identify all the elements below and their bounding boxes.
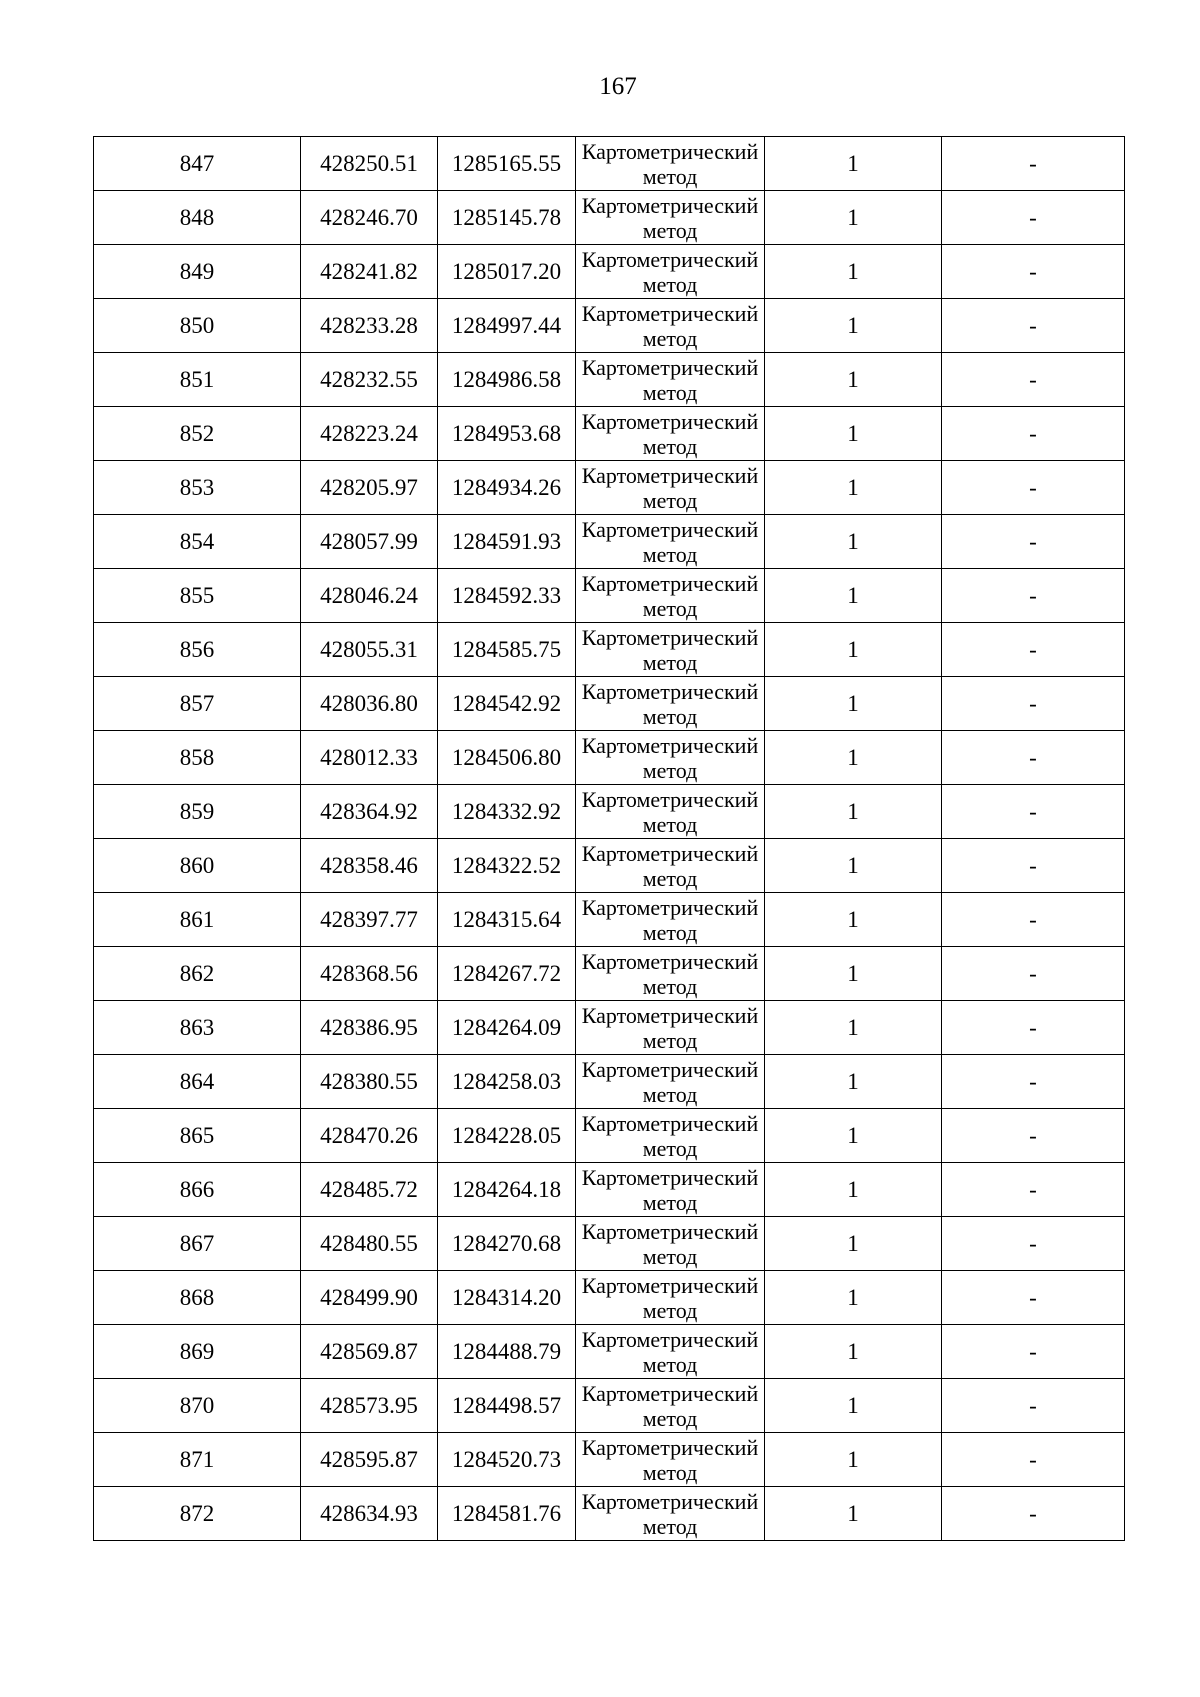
method-text: Картометрический метод — [581, 625, 759, 675]
x-coordinate-cell: 428595.87 — [301, 1433, 438, 1487]
method-cell — [576, 947, 765, 1001]
table-row — [94, 677, 1125, 731]
method-cell — [576, 1379, 765, 1433]
method-cell — [576, 1163, 765, 1217]
point-number-cell: 872 — [94, 1487, 301, 1541]
point-number-cell: 852 — [94, 407, 301, 461]
table-row — [94, 137, 1125, 191]
point-number-cell: 847 — [94, 137, 301, 191]
note-cell: - — [942, 1109, 1125, 1163]
point-number-cell: 862 — [94, 947, 301, 1001]
x-coordinate-cell: 428241.82 — [301, 245, 438, 299]
x-coordinate-cell: 428223.24 — [301, 407, 438, 461]
point-number-cell: 854 — [94, 515, 301, 569]
y-coordinate-cell: 1284591.93 — [438, 515, 576, 569]
table-row — [94, 947, 1125, 1001]
point-number-cell: 849 — [94, 245, 301, 299]
y-coordinate-cell: 1284986.58 — [438, 353, 576, 407]
table-row — [94, 245, 1125, 299]
accuracy-cell: 1 — [765, 1379, 942, 1433]
method-cell — [576, 1055, 765, 1109]
x-coordinate-cell: 428046.24 — [301, 569, 438, 623]
y-coordinate-cell: 1284498.57 — [438, 1379, 576, 1433]
method-text: Картометрический метод — [581, 1219, 759, 1269]
method-text: Картометрический метод — [581, 679, 759, 729]
y-coordinate-cell: 1285017.20 — [438, 245, 576, 299]
accuracy-cell: 1 — [765, 623, 942, 677]
table-row — [94, 1163, 1125, 1217]
note-cell: - — [942, 947, 1125, 1001]
table-row — [94, 1001, 1125, 1055]
x-coordinate-cell: 428205.97 — [301, 461, 438, 515]
x-coordinate-cell: 428036.80 — [301, 677, 438, 731]
method-text: Картометрический метод — [581, 1435, 759, 1485]
table-row — [94, 731, 1125, 785]
accuracy-cell: 1 — [765, 1055, 942, 1109]
method-cell — [576, 407, 765, 461]
x-coordinate-cell: 428499.90 — [301, 1271, 438, 1325]
x-coordinate-cell: 428233.28 — [301, 299, 438, 353]
point-number-cell: 863 — [94, 1001, 301, 1055]
method-text: Картометрический метод — [581, 733, 759, 783]
accuracy-cell: 1 — [765, 1487, 942, 1541]
accuracy-cell: 1 — [765, 299, 942, 353]
method-text: Картометрический метод — [581, 193, 759, 243]
point-number-cell: 851 — [94, 353, 301, 407]
y-coordinate-cell: 1284314.20 — [438, 1271, 576, 1325]
point-number-cell: 861 — [94, 893, 301, 947]
table-row — [94, 461, 1125, 515]
point-number-cell: 870 — [94, 1379, 301, 1433]
method-text: Картометрический метод — [581, 1111, 759, 1161]
y-coordinate-cell: 1284542.92 — [438, 677, 576, 731]
x-coordinate-cell: 428055.31 — [301, 623, 438, 677]
table-row — [94, 515, 1125, 569]
y-coordinate-cell: 1284228.05 — [438, 1109, 576, 1163]
accuracy-cell: 1 — [765, 839, 942, 893]
page-number: 167 — [599, 73, 637, 100]
method-cell — [576, 461, 765, 515]
note-cell: - — [942, 137, 1125, 191]
y-coordinate-cell: 1284581.76 — [438, 1487, 576, 1541]
method-text: Картометрический метод — [581, 463, 759, 513]
method-cell — [576, 623, 765, 677]
coordinates-table — [93, 136, 1125, 1541]
x-coordinate-cell: 428358.46 — [301, 839, 438, 893]
note-cell: - — [942, 407, 1125, 461]
method-cell — [576, 191, 765, 245]
note-cell: - — [942, 1271, 1125, 1325]
accuracy-cell: 1 — [765, 1109, 942, 1163]
point-number-cell: 859 — [94, 785, 301, 839]
y-coordinate-cell: 1284592.33 — [438, 569, 576, 623]
point-number-cell: 868 — [94, 1271, 301, 1325]
table-row — [94, 1325, 1125, 1379]
point-number-cell: 871 — [94, 1433, 301, 1487]
x-coordinate-cell: 428634.93 — [301, 1487, 438, 1541]
method-text: Картометрический метод — [581, 247, 759, 297]
x-coordinate-cell: 428250.51 — [301, 137, 438, 191]
method-text: Картометрический метод — [581, 895, 759, 945]
point-number-cell: 850 — [94, 299, 301, 353]
note-cell: - — [942, 1217, 1125, 1271]
method-text: Картометрический метод — [581, 1327, 759, 1377]
y-coordinate-cell: 1284264.09 — [438, 1001, 576, 1055]
table-row — [94, 407, 1125, 461]
point-number-cell: 857 — [94, 677, 301, 731]
method-cell — [576, 1001, 765, 1055]
table-row — [94, 893, 1125, 947]
x-coordinate-cell: 428573.95 — [301, 1379, 438, 1433]
table-row — [94, 1379, 1125, 1433]
point-number-cell: 855 — [94, 569, 301, 623]
table-row — [94, 623, 1125, 677]
note-cell: - — [942, 1325, 1125, 1379]
table-row — [94, 191, 1125, 245]
method-text: Картометрический метод — [581, 1381, 759, 1431]
accuracy-cell: 1 — [765, 245, 942, 299]
y-coordinate-cell: 1284953.68 — [438, 407, 576, 461]
method-text: Картометрический метод — [581, 841, 759, 891]
y-coordinate-cell: 1284264.18 — [438, 1163, 576, 1217]
x-coordinate-cell: 428246.70 — [301, 191, 438, 245]
method-cell — [576, 299, 765, 353]
y-coordinate-cell: 1284934.26 — [438, 461, 576, 515]
point-number-cell: 860 — [94, 839, 301, 893]
accuracy-cell: 1 — [765, 1001, 942, 1055]
method-text: Картометрический метод — [581, 949, 759, 999]
note-cell: - — [942, 893, 1125, 947]
x-coordinate-cell: 428470.26 — [301, 1109, 438, 1163]
table-row — [94, 839, 1125, 893]
x-coordinate-cell: 428380.55 — [301, 1055, 438, 1109]
y-coordinate-cell: 1284270.68 — [438, 1217, 576, 1271]
table-row — [94, 1109, 1125, 1163]
coordinates-table-body — [94, 137, 1125, 1541]
point-number-cell: 853 — [94, 461, 301, 515]
x-coordinate-cell: 428232.55 — [301, 353, 438, 407]
note-cell: - — [942, 515, 1125, 569]
note-cell: - — [942, 1487, 1125, 1541]
table-row — [94, 1433, 1125, 1487]
method-cell — [576, 677, 765, 731]
point-number-cell: 869 — [94, 1325, 301, 1379]
method-cell — [576, 1217, 765, 1271]
x-coordinate-cell: 428368.56 — [301, 947, 438, 1001]
point-number-cell: 866 — [94, 1163, 301, 1217]
y-coordinate-cell: 1284520.73 — [438, 1433, 576, 1487]
note-cell: - — [942, 1001, 1125, 1055]
method-cell — [576, 569, 765, 623]
accuracy-cell: 1 — [765, 407, 942, 461]
note-cell: - — [942, 1163, 1125, 1217]
method-cell — [576, 245, 765, 299]
method-cell — [576, 515, 765, 569]
method-cell — [576, 731, 765, 785]
method-cell — [576, 1325, 765, 1379]
method-text: Картометрический метод — [581, 517, 759, 567]
note-cell: - — [942, 461, 1125, 515]
y-coordinate-cell: 1284332.92 — [438, 785, 576, 839]
accuracy-cell: 1 — [765, 569, 942, 623]
x-coordinate-cell: 428364.92 — [301, 785, 438, 839]
y-coordinate-cell: 1284315.64 — [438, 893, 576, 947]
accuracy-cell: 1 — [765, 1433, 942, 1487]
method-cell — [576, 893, 765, 947]
note-cell: - — [942, 785, 1125, 839]
point-number-cell: 864 — [94, 1055, 301, 1109]
y-coordinate-cell: 1284506.80 — [438, 731, 576, 785]
accuracy-cell: 1 — [765, 1325, 942, 1379]
note-cell: - — [942, 191, 1125, 245]
note-cell: - — [942, 569, 1125, 623]
table-row — [94, 299, 1125, 353]
point-number-cell: 867 — [94, 1217, 301, 1271]
y-coordinate-cell: 1284488.79 — [438, 1325, 576, 1379]
accuracy-cell: 1 — [765, 677, 942, 731]
method-cell — [576, 839, 765, 893]
accuracy-cell: 1 — [765, 191, 942, 245]
x-coordinate-cell: 428397.77 — [301, 893, 438, 947]
x-coordinate-cell: 428012.33 — [301, 731, 438, 785]
table-row — [94, 1271, 1125, 1325]
accuracy-cell: 1 — [765, 731, 942, 785]
note-cell: - — [942, 245, 1125, 299]
accuracy-cell: 1 — [765, 1163, 942, 1217]
method-text: Картометрический метод — [581, 1489, 759, 1539]
table-row — [94, 353, 1125, 407]
accuracy-cell: 1 — [765, 515, 942, 569]
method-text: Картометрический метод — [581, 301, 759, 351]
point-number-cell: 848 — [94, 191, 301, 245]
note-cell: - — [942, 731, 1125, 785]
x-coordinate-cell: 428386.95 — [301, 1001, 438, 1055]
note-cell: - — [942, 299, 1125, 353]
method-cell — [576, 785, 765, 839]
method-cell — [576, 1487, 765, 1541]
x-coordinate-cell: 428057.99 — [301, 515, 438, 569]
method-text: Картометрический метод — [581, 355, 759, 405]
y-coordinate-cell: 1284258.03 — [438, 1055, 576, 1109]
table-row — [94, 1487, 1125, 1541]
method-text: Картометрический метод — [581, 571, 759, 621]
x-coordinate-cell: 428485.72 — [301, 1163, 438, 1217]
table-row — [94, 785, 1125, 839]
method-cell — [576, 1109, 765, 1163]
method-cell — [576, 1433, 765, 1487]
method-cell — [576, 353, 765, 407]
point-number-cell: 865 — [94, 1109, 301, 1163]
accuracy-cell: 1 — [765, 137, 942, 191]
y-coordinate-cell: 1284997.44 — [438, 299, 576, 353]
accuracy-cell: 1 — [765, 461, 942, 515]
y-coordinate-cell: 1284585.75 — [438, 623, 576, 677]
table-row — [94, 1217, 1125, 1271]
note-cell: - — [942, 1379, 1125, 1433]
x-coordinate-cell: 428569.87 — [301, 1325, 438, 1379]
accuracy-cell: 1 — [765, 353, 942, 407]
x-coordinate-cell: 428480.55 — [301, 1217, 438, 1271]
method-text: Картометрический метод — [581, 409, 759, 459]
y-coordinate-cell: 1285165.55 — [438, 137, 576, 191]
method-text: Картометрический метод — [581, 1003, 759, 1053]
table-row — [94, 569, 1125, 623]
accuracy-cell: 1 — [765, 947, 942, 1001]
method-cell — [576, 137, 765, 191]
method-text: Картометрический метод — [581, 787, 759, 837]
accuracy-cell: 1 — [765, 1271, 942, 1325]
note-cell: - — [942, 623, 1125, 677]
y-coordinate-cell: 1285145.78 — [438, 191, 576, 245]
method-text: Картометрический метод — [581, 1165, 759, 1215]
method-text: Картометрический метод — [581, 1057, 759, 1107]
note-cell: - — [942, 677, 1125, 731]
method-text: Картометрический метод — [581, 1273, 759, 1323]
note-cell: - — [942, 839, 1125, 893]
accuracy-cell: 1 — [765, 893, 942, 947]
y-coordinate-cell: 1284267.72 — [438, 947, 576, 1001]
accuracy-cell: 1 — [765, 785, 942, 839]
note-cell: - — [942, 1055, 1125, 1109]
note-cell: - — [942, 353, 1125, 407]
note-cell: - — [942, 1433, 1125, 1487]
point-number-cell: 858 — [94, 731, 301, 785]
accuracy-cell: 1 — [765, 1217, 942, 1271]
y-coordinate-cell: 1284322.52 — [438, 839, 576, 893]
method-cell — [576, 1271, 765, 1325]
table-row — [94, 1055, 1125, 1109]
method-text: Картометрический метод — [581, 139, 759, 189]
point-number-cell: 856 — [94, 623, 301, 677]
